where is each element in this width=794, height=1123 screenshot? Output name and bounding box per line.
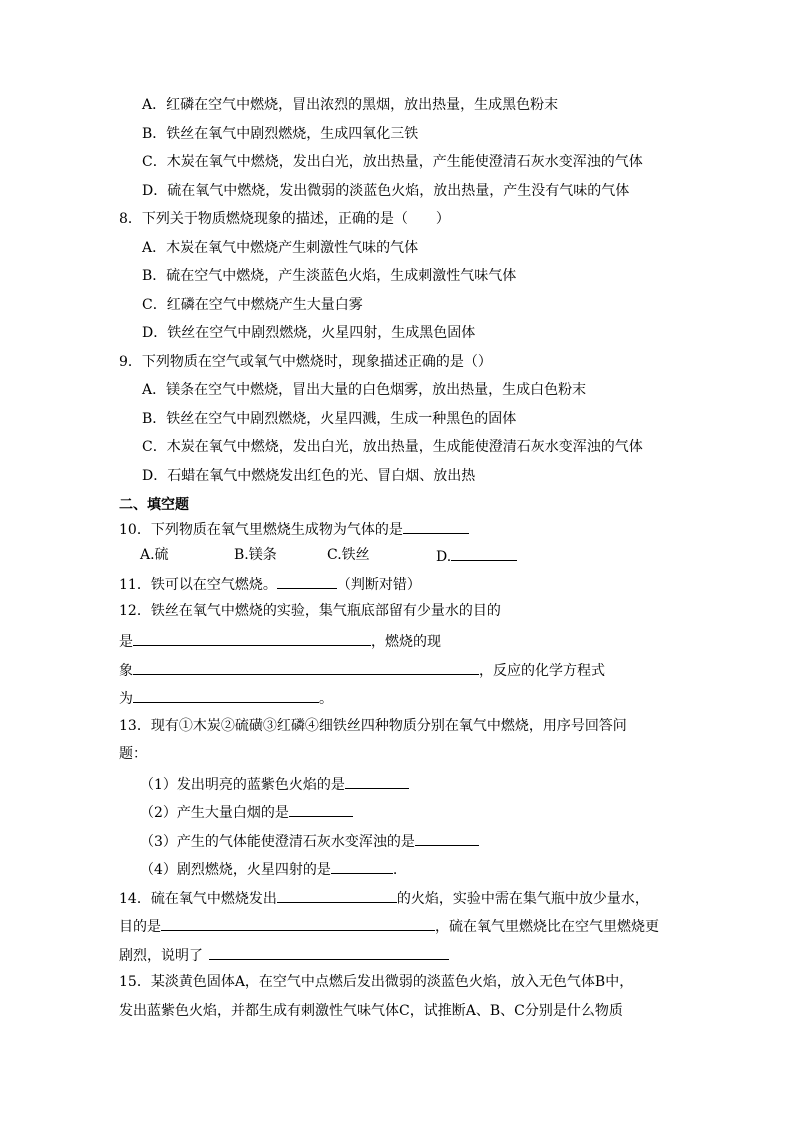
q13-sub-4-blank[interactable] [331, 858, 393, 874]
q14-text-1: 14．硫在氧气中燃烧发出 [119, 891, 277, 907]
q10-stem [119, 518, 469, 540]
q14-purpose-blank[interactable] [161, 915, 435, 931]
q12-period: 。 [319, 691, 333, 707]
q14-flame-blank[interactable] [277, 887, 397, 903]
q7-option-d: D．硫在氧气中燃烧，发出微弱的淡蓝色火焰，放出热量，产生没有气味的气体 [142, 183, 630, 199]
q15-line-2: 发出蓝紫色火焰，并都生成有刺激性气味气体C，试推断A、B、C分别是什么物质 [119, 1003, 623, 1019]
q8-option-b: B．硫在空气中燃烧，产生淡蓝色火焰，生成刺激性气味气体 [142, 268, 517, 284]
q14-conclusion-blank[interactable] [209, 944, 449, 960]
q13-sub-1-text: （1）发出明亮的蓝紫色火焰的是 [140, 777, 345, 793]
q12-line-2 [119, 630, 441, 652]
q13-sub-3-blank[interactable] [415, 830, 479, 846]
q12-purpose-blank[interactable] [133, 630, 371, 646]
q14-text-4: ，硫在氧气里燃烧比在空气里燃烧更 [435, 919, 659, 935]
q13-line-1: 13．现有①木炭②硫磺③红磷④细铁丝四种物质分别在氧气中燃烧，用序号回答问 [119, 718, 627, 734]
q8-option-d: D．铁丝在空气中剧烈燃烧，火星四射，生成黑色固体 [142, 325, 476, 341]
q9-option-a: A．镁条在空气中燃烧，冒出大量的白色烟雾，放出热量，生成白色粉末 [142, 382, 587, 398]
q9-stem: 9．下列物质在空气或氧气中燃烧时，现象描述正确的是（） [119, 354, 492, 370]
q12-line-1: 12．铁丝在氧气中燃烧的实验，集气瓶底部留有少量水的目的 [119, 603, 501, 619]
q12-equation-label: ，反应的化学方程式 [479, 663, 605, 679]
q13-sub-4-text: （4）剧烈燃烧，火星四射的是 [140, 862, 331, 878]
q12-prefix-xiang: 象 [119, 663, 133, 679]
q13-sub-2-text: （2）产生大量白烟的是 [140, 805, 289, 821]
q10-option-c: C.铁丝 [327, 547, 370, 563]
q13-sub-3 [140, 830, 479, 852]
q13-sub-4 [140, 858, 397, 880]
q8-option-a: A．木炭在氧气中燃烧产生刺激性气味的气体 [142, 240, 419, 256]
q12-equation-blank[interactable] [133, 687, 319, 703]
q14-text-2: 的火焰，实验中需在集气瓶中放少量水， [396, 891, 649, 907]
q10-answer-blank[interactable] [403, 518, 469, 534]
q10-stem-text: 10．下列物质在氧气里燃烧生成物为气体的是 [119, 522, 403, 538]
q8-stem: 8．下列关于物质燃烧现象的描述，正确的是（ ） [119, 211, 450, 227]
q9-option-c: C．木炭在氧气中燃烧，发出白光，放出热量，生成能使澄清石灰水变浑浊的气体 [142, 439, 643, 455]
q14-text-3: 目的是 [119, 919, 161, 935]
q13-sub-4-end: . [392, 862, 398, 878]
q12-phenomenon-label: ，燃烧的现 [371, 634, 441, 650]
q10-option-a: A.硫 [140, 547, 169, 563]
q13-sub-1 [140, 773, 409, 795]
q10-option-d-label: D. [436, 549, 452, 565]
q12-line-3 [119, 659, 605, 681]
q14-line-2 [119, 915, 659, 937]
q9-option-b: B．铁丝在空气中剧烈燃烧，火星四溅，生成一种黑色的固体 [142, 411, 517, 427]
q11-text: 11．铁可以在空气燃烧。 [119, 577, 277, 593]
q11-line [119, 573, 421, 595]
section-heading: 二、填空题 [119, 497, 189, 513]
q13-sub-2-blank[interactable] [289, 801, 353, 817]
q7-option-c: C．木炭在氧气中燃烧，发出白光，放出热量，产生能使澄清石灰水变浑浊的气体 [142, 154, 643, 170]
q13-line-2: 题： [119, 746, 147, 762]
q14-line-1 [119, 887, 649, 909]
q13-sub-1-blank[interactable] [345, 773, 409, 789]
q11-answer-blank[interactable] [277, 573, 337, 589]
q7-option-b: B．铁丝在氧气中剧烈燃烧，生成四氧化三铁 [142, 126, 419, 142]
q11-suffix: （判断对错） [336, 577, 421, 593]
q12-prefix-shi: 是 [119, 634, 133, 650]
q10-option-d-blank[interactable] [451, 545, 517, 561]
q8-option-c: C．红磷在空气中燃烧产生大量白雾 [142, 297, 363, 313]
q13-sub-2 [140, 801, 353, 823]
q9-option-d: D．石蜡在氧气中燃烧发出红色的光、冒白烟、放出热 [142, 468, 476, 484]
q12-line-4 [119, 687, 333, 709]
q15-line-1: 15．某淡黄色固体A，在空气中点燃后发出微弱的淡蓝色火焰，放入无色气体B中， [119, 974, 634, 990]
q13-sub-3-text: （3）产生的气体能使澄清石灰水变浑浊的是 [140, 834, 415, 850]
q12-phenomenon-blank[interactable] [133, 659, 479, 675]
q7-option-a: A．红磷在空气中燃烧，冒出浓烈的黑烟，放出热量，生成黑色粉末 [142, 97, 559, 113]
q10-option-d [436, 545, 517, 567]
q14-text-5: 剧烈，说明了 [119, 948, 203, 964]
q12-prefix-wei: 为 [119, 691, 133, 707]
q14-line-3 [119, 944, 449, 966]
q10-option-b: B.镁条 [234, 547, 277, 563]
